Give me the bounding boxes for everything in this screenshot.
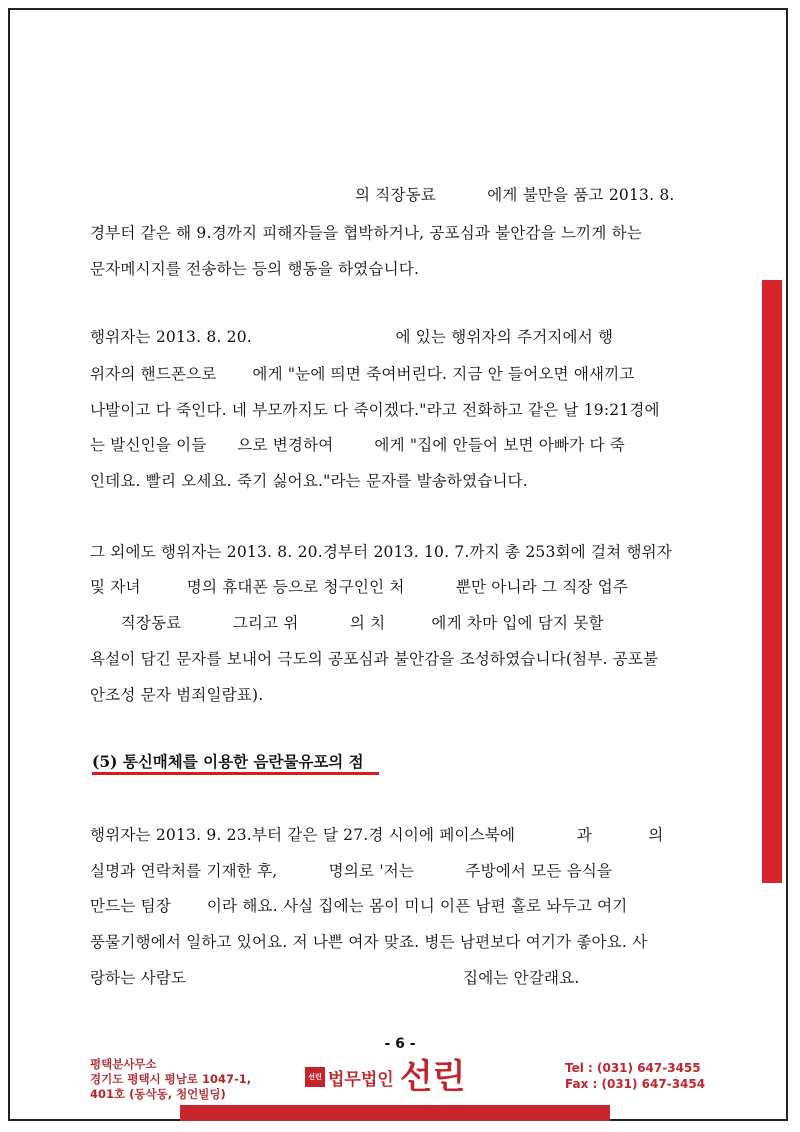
- body-line: 위자의 핸드폰으로 에게 "눈에 띄면 죽여버린다. 지금 안 들어오면 애새끼고: [90, 365, 635, 383]
- firm-label: 법무법인: [328, 1069, 394, 1090]
- body-line: 나발이고 다 죽인다. 네 부모까지도 다 죽이겠다."라고 전화하고 같은 날 19:21경에: [90, 401, 660, 419]
- body-line: 안조성 문자 범죄일람표).: [90, 686, 264, 704]
- body-line: 랑하는 사람도 집에는 안갈래요.: [90, 969, 580, 987]
- body-line: 의 직장동료 에게 불만을 품고 2013. 8.: [355, 186, 675, 204]
- body-line: 및 자녀 명의 휴대폰 등으로 청구인인 처 뿐만 아니라 그 직장 업주: [90, 578, 629, 596]
- body-line: 행위자는 2013. 8. 20. 에 있는 행위자의 주거지에서 행: [90, 328, 614, 346]
- footer-accent-bar: [180, 1105, 610, 1121]
- address-line-1: 경기도 평택시 평남로 1047-1,: [90, 1072, 252, 1086]
- body-line: 풍물기행에서 일하고 있어요. 저 나쁜 여자 맞죠. 병든 남편보다 여기가 좋아요. 사: [90, 933, 648, 951]
- body-line: 문자메시지를 전송하는 등의 행동을 하였습니다.: [90, 260, 420, 278]
- firm-logo: [305, 1052, 465, 1102]
- firm-name: 선린: [399, 1057, 466, 1097]
- page-frame: [8, 8, 788, 1121]
- address-line-2: 401호 (동삭동, 청언빌딩): [90, 1087, 226, 1101]
- section-heading: (5) 통신매체를 이용한 음란물유포의 점: [92, 752, 364, 771]
- tel: Tel : (031) 647-3455: [565, 1061, 701, 1075]
- footer-address: [90, 1057, 251, 1102]
- body-line: 는 발신인을 이들 으로 변경하여 에게 "집에 안들어 보면 아빠가 다 죽: [90, 436, 625, 454]
- body-line: 그 외에도 행위자는 2013. 8. 20.경부터 2013. 10. 7.까지 총 253회에 걸쳐 행위자: [90, 543, 672, 561]
- firm-logo-icon: 선린: [305, 1067, 325, 1087]
- fax: Fax : (031) 647-3454: [565, 1077, 706, 1091]
- section-heading-underline: [92, 772, 379, 775]
- body-line: 인데요. 빨리 오세요. 죽기 싫어요."라는 문자를 발송하였습니다.: [90, 472, 528, 490]
- footer-contact: [565, 1060, 705, 1092]
- office-name: 평택분사무소: [90, 1057, 157, 1071]
- side-accent-bar: [762, 280, 782, 883]
- body-line: 욕설이 담긴 문자를 보내어 극도의 공포심과 불안감을 조성하였습니다(첨부. 공포불: [90, 650, 659, 668]
- body-line: 경부터 같은 해 9.경까지 피해자들을 협박하거나, 공포심과 불안감을 느끼게 하는: [90, 224, 642, 242]
- body-line: 실명과 연락처를 기재한 후, 명의로 '저는 주방에서 모든 음식을: [90, 862, 613, 880]
- body-line: 직장동료 그리고 위 의 치 에게 차마 입에 담지 못할: [90, 614, 604, 632]
- body-line: 행위자는 2013. 9. 23.부터 같은 달 27.경 시이에 페이스북에 과 의: [90, 826, 664, 844]
- body-line: 만드는 팀장 이라 해요. 사실 집에는 몸이 미니 이픈 남편 홀로 놔두고 여기: [90, 897, 628, 915]
- page-number: - 6 -: [384, 1036, 416, 1052]
